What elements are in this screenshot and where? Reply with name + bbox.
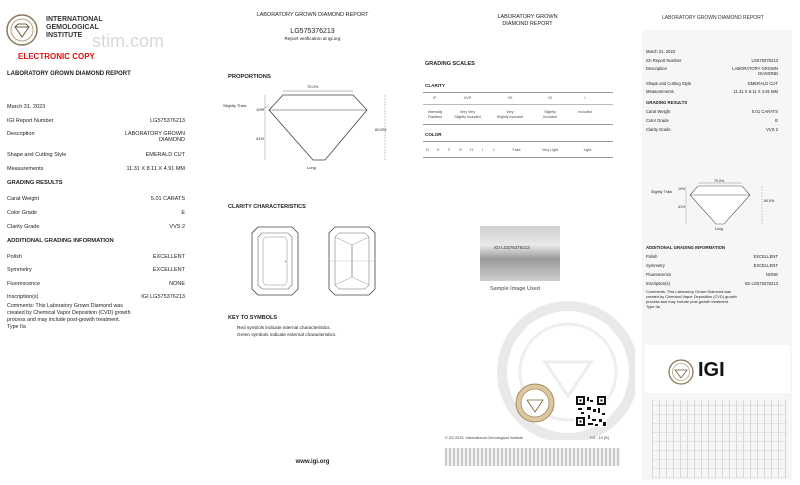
field-value: NONE xyxy=(765,272,778,277)
field-label: Inscription(s) xyxy=(7,294,39,300)
clarity-grade: VS xyxy=(507,96,513,100)
field-value: 11.31 X 8.11 X 4.91 MM xyxy=(126,166,185,172)
color-row xyxy=(646,119,778,124)
field-label: Clarity Grade xyxy=(7,224,40,230)
clarity-desc: Flawless xyxy=(428,115,442,119)
field-label: IGI Report Number xyxy=(7,118,54,124)
shape-row xyxy=(646,82,778,87)
color-grade: E xyxy=(437,148,440,152)
field-value: EXCELLENT xyxy=(753,254,778,259)
girdle-label: Slightly Thick xyxy=(651,190,673,194)
website-link[interactable]: www.igi.org xyxy=(295,459,330,465)
measurements-row xyxy=(646,90,778,95)
symmetry-row xyxy=(7,267,185,273)
field-label: Fluorescence xyxy=(646,272,672,277)
key-line: Green symbols indicate external characteristics. xyxy=(237,332,337,337)
pavilion-percent: 41% xyxy=(678,205,686,209)
electronic-copy-label: ELECTRONIC COPY xyxy=(18,52,95,61)
polish-row xyxy=(7,254,185,260)
carat-row xyxy=(7,196,185,202)
field-label: Clarity Grade xyxy=(646,127,671,132)
fluorescence-row xyxy=(646,273,778,278)
gemological-watermark-seal xyxy=(490,300,635,440)
watermark-text: stim.com xyxy=(92,31,164,51)
girdle-label: Slightly Thick xyxy=(223,103,247,108)
report-page-card xyxy=(640,0,800,485)
field-label: IGI Report Number xyxy=(646,58,682,63)
color-grade: I xyxy=(482,148,483,152)
clarity-grade: SI xyxy=(548,96,552,100)
field-label: Description xyxy=(7,131,35,137)
symmetry-row xyxy=(646,264,778,269)
sample-inscription: IGI LG575376213 xyxy=(494,245,530,250)
clarity-scale-heading: CLARITY xyxy=(425,83,445,88)
proportions-diagram xyxy=(225,88,410,178)
field-value: 5.01 CARATS xyxy=(752,109,778,114)
field-value: VVS 2 xyxy=(169,224,185,230)
report-number-row xyxy=(646,59,778,64)
field-value: LG575376213 xyxy=(150,118,185,124)
shape-row xyxy=(7,152,185,158)
color-scale-heading: COLOR xyxy=(425,132,442,137)
field-label: Color Grade xyxy=(7,210,37,216)
field-value: 5.01 CARATS xyxy=(150,196,185,202)
clarity-desc: Internally xyxy=(427,110,443,114)
field-label: Symmetry xyxy=(646,263,665,268)
clarity-row xyxy=(7,224,185,230)
comments-line: created by Chemical Vapor Deposition (CVD) growth xyxy=(646,294,737,299)
field-value: IGI LG575376213 xyxy=(141,294,185,300)
color-row xyxy=(7,210,185,216)
table-percent: 70.0% xyxy=(714,179,725,183)
field-label: Measurements xyxy=(646,89,674,94)
color-grade: Light xyxy=(583,148,592,152)
field-label: Carat Weight xyxy=(646,109,671,114)
additional-info-heading: ADDITIONAL GRADING INFORMATION xyxy=(7,238,114,244)
clarity-desc: Slightly xyxy=(544,110,556,114)
field-label: Description xyxy=(646,66,667,71)
field-value: EMERALD CUT xyxy=(145,152,185,158)
field-label: Carat Weight xyxy=(7,196,39,202)
clarity-characteristics-heading: CLARITY CHARACTERISTICS xyxy=(228,204,306,210)
color-grade: J xyxy=(492,148,495,152)
report-title-line-2: DIAMOND REPORT xyxy=(502,21,553,27)
clarity-grade: VVS xyxy=(463,96,472,100)
field-value: NONE xyxy=(169,281,185,287)
field-value: LABORATORY GROWN DIAMOND xyxy=(732,66,778,76)
proportions-heading: PROPORTIONS xyxy=(228,74,271,80)
comments-line: process and may include post-growth treatment. xyxy=(646,299,730,304)
field-label: Fluorescence xyxy=(7,281,41,287)
report-number: LG575376213 xyxy=(290,28,335,35)
crown-percent: 10% xyxy=(256,107,265,112)
report-title-line-1: LABORATORY GROWN xyxy=(497,14,558,20)
measurements-row xyxy=(7,166,185,172)
comments-line: Comments: This Laboratory Grown Diamond was xyxy=(7,303,123,309)
table-percent: 70.0% xyxy=(307,84,319,89)
clarity-desc: Slightly Included xyxy=(496,115,524,119)
grading-scales-heading: GRADING SCALES xyxy=(425,61,475,67)
clarity-grade: I xyxy=(584,96,586,100)
comments-line: process and may include post-growth treatment. xyxy=(7,317,121,323)
field-value: E xyxy=(181,210,185,216)
clarity-row xyxy=(646,128,778,133)
grading-results-heading: GRADING RESULTS xyxy=(646,100,688,105)
color-grade: G xyxy=(459,148,462,152)
igi-seal-icon xyxy=(6,14,38,46)
scale-divider xyxy=(423,141,613,142)
emerald-cut-crown-plot xyxy=(250,225,300,297)
color-grade: Faint xyxy=(512,148,521,152)
qr-code-icon[interactable] xyxy=(575,395,607,427)
description-row xyxy=(7,131,185,144)
field-label: Measurements xyxy=(7,166,44,172)
security-strip xyxy=(445,448,620,466)
scale-divider xyxy=(423,92,613,93)
field-value: 11.31 X 8.11 X 4.91 MM xyxy=(733,89,778,94)
sample-image-caption: Sample Image Used xyxy=(490,286,540,292)
fluorescence-row xyxy=(7,281,185,287)
proportions-diagram xyxy=(670,180,780,235)
field-value: EXCELLENT xyxy=(753,263,778,268)
report-date: March 31, 2023 xyxy=(646,49,676,54)
inscription-row xyxy=(7,294,185,300)
report-title: LABORATORY GROWN DIAMOND REPORT xyxy=(256,12,369,18)
clarity-desc: Included xyxy=(543,115,557,119)
report-title: LABORATORY GROWN DIAMOND REPORT xyxy=(7,71,131,77)
key-to-symbols-heading: KEY TO SYMBOLS xyxy=(228,315,278,321)
color-grade: Very Light xyxy=(542,148,558,152)
clarity-desc: Very Very xyxy=(459,110,476,114)
org-name-line-1: INTERNATIONAL xyxy=(46,16,103,23)
igi-seal-icon xyxy=(668,359,694,385)
field-label: Inscription(s) xyxy=(646,281,670,286)
report-page-main xyxy=(0,0,205,485)
org-name-line-2: GEMOLOGICAL xyxy=(46,24,99,31)
clarity-desc: Slightly Included xyxy=(454,115,481,119)
field-value: VVS 2 xyxy=(766,127,778,132)
scale-divider xyxy=(423,124,613,125)
carat-row xyxy=(646,110,778,115)
field-label: Symmetry xyxy=(7,267,32,273)
key-line: Red symbols indicate internal characteristics. xyxy=(237,325,331,330)
color-grade: F xyxy=(448,148,451,152)
field-value: LG575376213 xyxy=(751,58,778,63)
color-grade: D xyxy=(426,148,429,152)
field-value: EMERALD CUT xyxy=(747,81,778,86)
comments-line: Type IIa xyxy=(7,324,26,330)
copyright-note: © IGI 2023, International Gemological Institute xyxy=(445,436,523,440)
field-label: Color Grade xyxy=(646,118,669,123)
field-value: LABORATORY GROWN DIAMOND xyxy=(124,131,185,144)
field-label: Shape and Cutting Style xyxy=(646,81,692,86)
report-number-row xyxy=(7,118,185,124)
emerald-cut-pavilion-plot xyxy=(327,225,377,297)
pavilion-percent: 41% xyxy=(256,136,265,141)
inscription-row xyxy=(646,282,778,287)
field-value: E xyxy=(775,118,778,123)
report-page-scales xyxy=(420,0,635,485)
form-code: FO - 10 (B) xyxy=(590,436,609,440)
field-value: IGI LG575376213 xyxy=(744,281,778,286)
field-label: Polish xyxy=(7,254,22,260)
field-label: Shape and Cutting Style xyxy=(7,152,67,158)
field-value: EXCELLENT xyxy=(152,267,185,273)
clarity-grade: IF xyxy=(433,96,437,100)
scale-divider xyxy=(423,104,613,105)
field-value: EXCELLENT xyxy=(152,254,185,260)
color-grade: H xyxy=(470,148,473,152)
report-title: LABORATORY GROWN DIAMOND REPORT xyxy=(662,15,764,21)
depth-percent: 60.5% xyxy=(375,127,387,132)
description-row xyxy=(646,67,778,77)
scale-divider xyxy=(423,157,613,158)
gold-seal-icon xyxy=(515,383,555,423)
depth-percent: 60.5% xyxy=(764,199,775,203)
comments-line: Type IIa xyxy=(646,304,660,309)
report-page-diagrams xyxy=(205,0,420,485)
culet-label: Long xyxy=(307,165,316,170)
grading-results-heading: GRADING RESULTS xyxy=(7,180,63,186)
org-name-line-3: INSTITUTE xyxy=(46,32,83,39)
field-label: Polish xyxy=(646,254,658,259)
additional-info-heading: ADDITIONAL GRADING INFORMATION xyxy=(646,245,726,250)
girdle-sample-image xyxy=(480,226,560,281)
verification-note: Report verification at igi.org xyxy=(284,36,341,41)
rotated-detail-text xyxy=(652,400,787,478)
report-date: March 31, 2023 xyxy=(7,104,46,110)
comments-line: Comments: This Laboratory Grown Diamond was xyxy=(646,289,732,294)
polish-row xyxy=(646,255,778,260)
culet-label: Long xyxy=(715,227,723,231)
clarity-desc: Included xyxy=(578,110,592,114)
clarity-desc: Very xyxy=(506,110,514,114)
comments-line: created by Chemical Vapor Deposition (CVD) growth xyxy=(7,310,131,316)
crown-percent: 10% xyxy=(678,187,686,191)
igi-logo-text: IGI xyxy=(698,359,725,381)
